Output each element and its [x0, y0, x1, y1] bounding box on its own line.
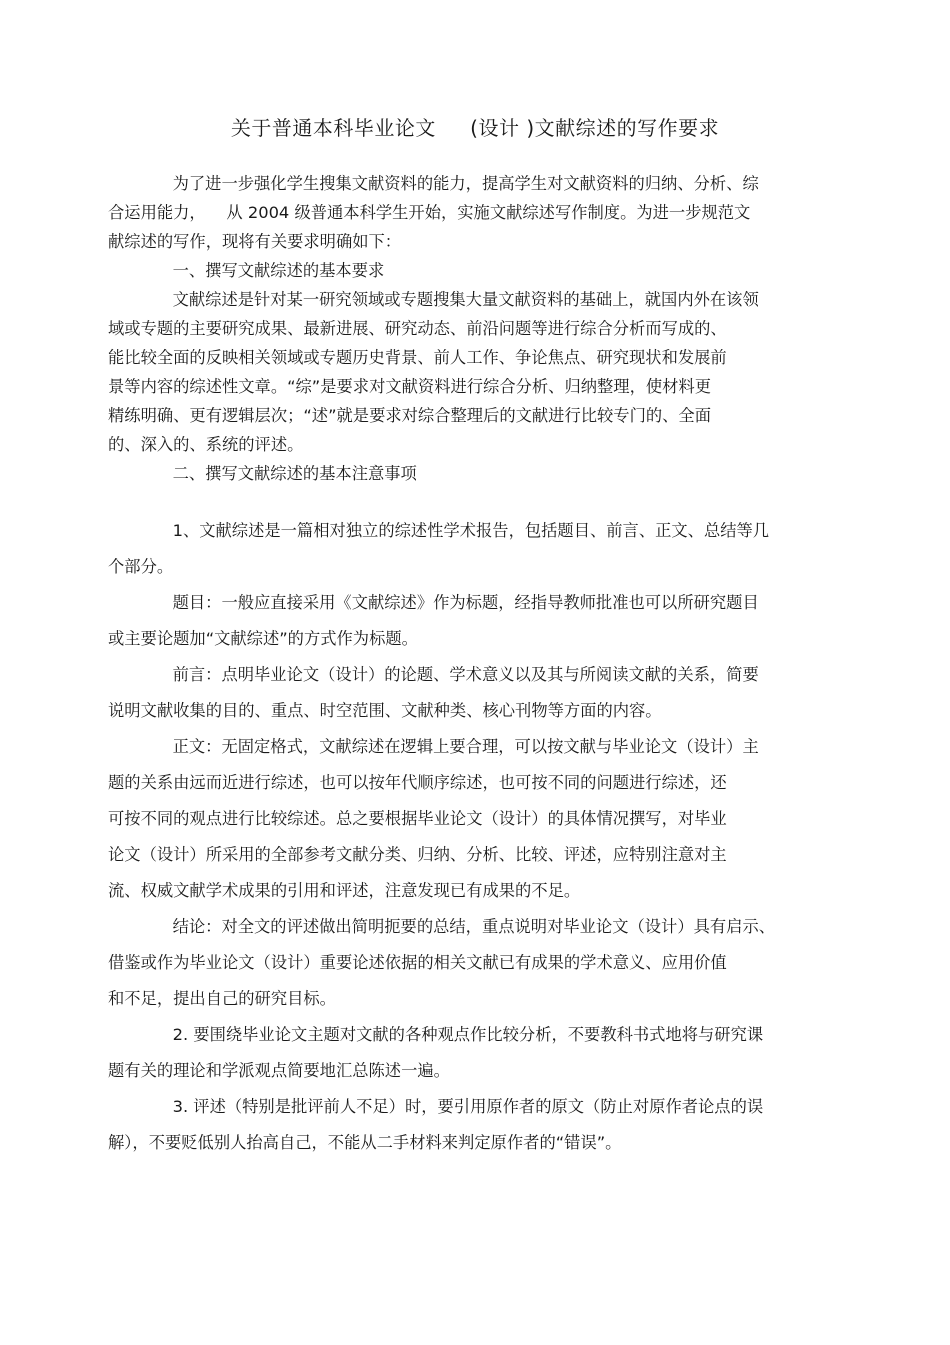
paragraph-line: 题目：一般应直接采用《文献综述》作为标题，经指导教师批准也可以所研究题目	[172, 593, 759, 612]
paragraph-line: 域或专题的主要研究成果、最新进展、研究动态、前沿问题等进行综合分析而写成的、	[108, 319, 727, 338]
paragraph-line: 能比较全面的反映相关领域或专题历史背景、前人工作、争论焦点、研究现状和发展前	[108, 348, 727, 367]
paragraph-line: 精练明确、更有逻辑层次；“述”就是要求对综合整理后的文献进行比较专门的、全面	[108, 406, 711, 425]
paragraph-line: 个部分。	[108, 557, 174, 576]
paragraph-line: 论文（设计）所采用的全部参考文献分类、归纳、分析、比较、评述，应特别注意对主	[108, 845, 727, 864]
paragraph-line: 2. 要围绕毕业论文主题对文献的各种观点作比较分析，不要教科书式地将与研究课	[172, 1025, 764, 1044]
section-heading-2	[108, 459, 802, 488]
paragraph-line: 3. 评述（特别是批评前人不足）时，要引用原作者的原文（防止对原作者论点的误	[172, 1097, 764, 1116]
paragraph-line: 或主要论题加“文献综述”的方式作为标题。	[108, 629, 418, 648]
preface-paragraph	[108, 657, 802, 729]
paragraph-line: 题有关的理论和学派观点简要地汇总陈述一遍。	[108, 1061, 450, 1080]
paragraph-line: 题的关系由远而近进行综述，也可以按年代顺序综述，也可按不同的问题进行综述，还	[108, 773, 727, 792]
intro-paragraph	[108, 169, 802, 256]
document-title: 关于普通本科毕业论文 (设计 )文献综述的写作要求	[230, 116, 720, 140]
point2-paragraph	[108, 1017, 802, 1089]
paragraph-line: 合运用能力， 从 2004 级普通本科学生开始，实施文献综述写作制度。为进一步规范文	[108, 203, 751, 222]
paragraph-line: 前言：点明毕业论文（设计）的论题、学术意义以及其与所阅读文献的关系，简要	[172, 665, 759, 684]
section-heading-label: 二、撰写文献综述的基本注意事项	[172, 464, 417, 483]
point1-paragraph	[108, 513, 802, 585]
paragraph-line: 文献综述是针对某一研究领域或专题搜集大量文献资料的基础上，就国内外在该领	[172, 290, 759, 309]
paragraph-line: 借鉴或作为毕业论文（设计）重要论述依据的相关文献已有成果的学术意义、应用价值	[108, 953, 727, 972]
paragraph-line: 解），不要贬低别人抬高自己，不能从二手材料来判定原作者的“错误”。	[108, 1133, 622, 1152]
paragraph-line: 可按不同的观点进行比较综述。总之要根据毕业论文（设计）的具体情况撰写，对毕业	[108, 809, 727, 828]
section1-paragraph	[108, 285, 802, 459]
paragraph-line: 和不足，提出自己的研究目标。	[108, 989, 336, 1008]
title-paragraph	[108, 585, 802, 657]
paragraph-line: 1、文献综述是一篇相对独立的综述性学术报告，包括题目、前言、正文、总结等几	[172, 521, 770, 540]
section-heading-1	[108, 256, 802, 285]
paragraph-line: 结论：对全文的评述做出简明扼要的总结，重点说明对毕业论文（设计）具有启示、	[172, 917, 776, 936]
main-text-paragraph	[108, 729, 802, 909]
paragraph-line: 景等内容的综述性文章。“综”是要求对文献资料进行综合分析、归纳整理，使材料更	[108, 377, 711, 396]
paragraph-line: 说明文献收集的目的、重点、时空范围、文献种类、核心刊物等方面的内容。	[108, 701, 662, 720]
paragraph-line: 流、权威文献学术成果的引用和评述，注意发现已有成果的不足。	[108, 881, 581, 900]
point3-paragraph	[108, 1089, 802, 1161]
paragraph-line: 正文：无固定格式，文献综述在逻辑上要合理，可以按文献与毕业论文（设计）主	[172, 737, 759, 756]
paragraph-line: 献综述的写作，现将有关要求明确如下：	[108, 232, 402, 251]
section-heading-label: 一、撰写文献综述的基本要求	[172, 261, 385, 280]
paragraph-line: 为了进一步强化学生搜集文献资料的能力，提高学生对文献资料的归纳、分析、综	[172, 174, 759, 193]
paragraph-line: 的、深入的、系统的评述。	[108, 435, 304, 454]
document-body-lower	[108, 513, 802, 1161]
conclusion-paragraph	[108, 909, 802, 1017]
document-body-upper	[108, 169, 802, 488]
